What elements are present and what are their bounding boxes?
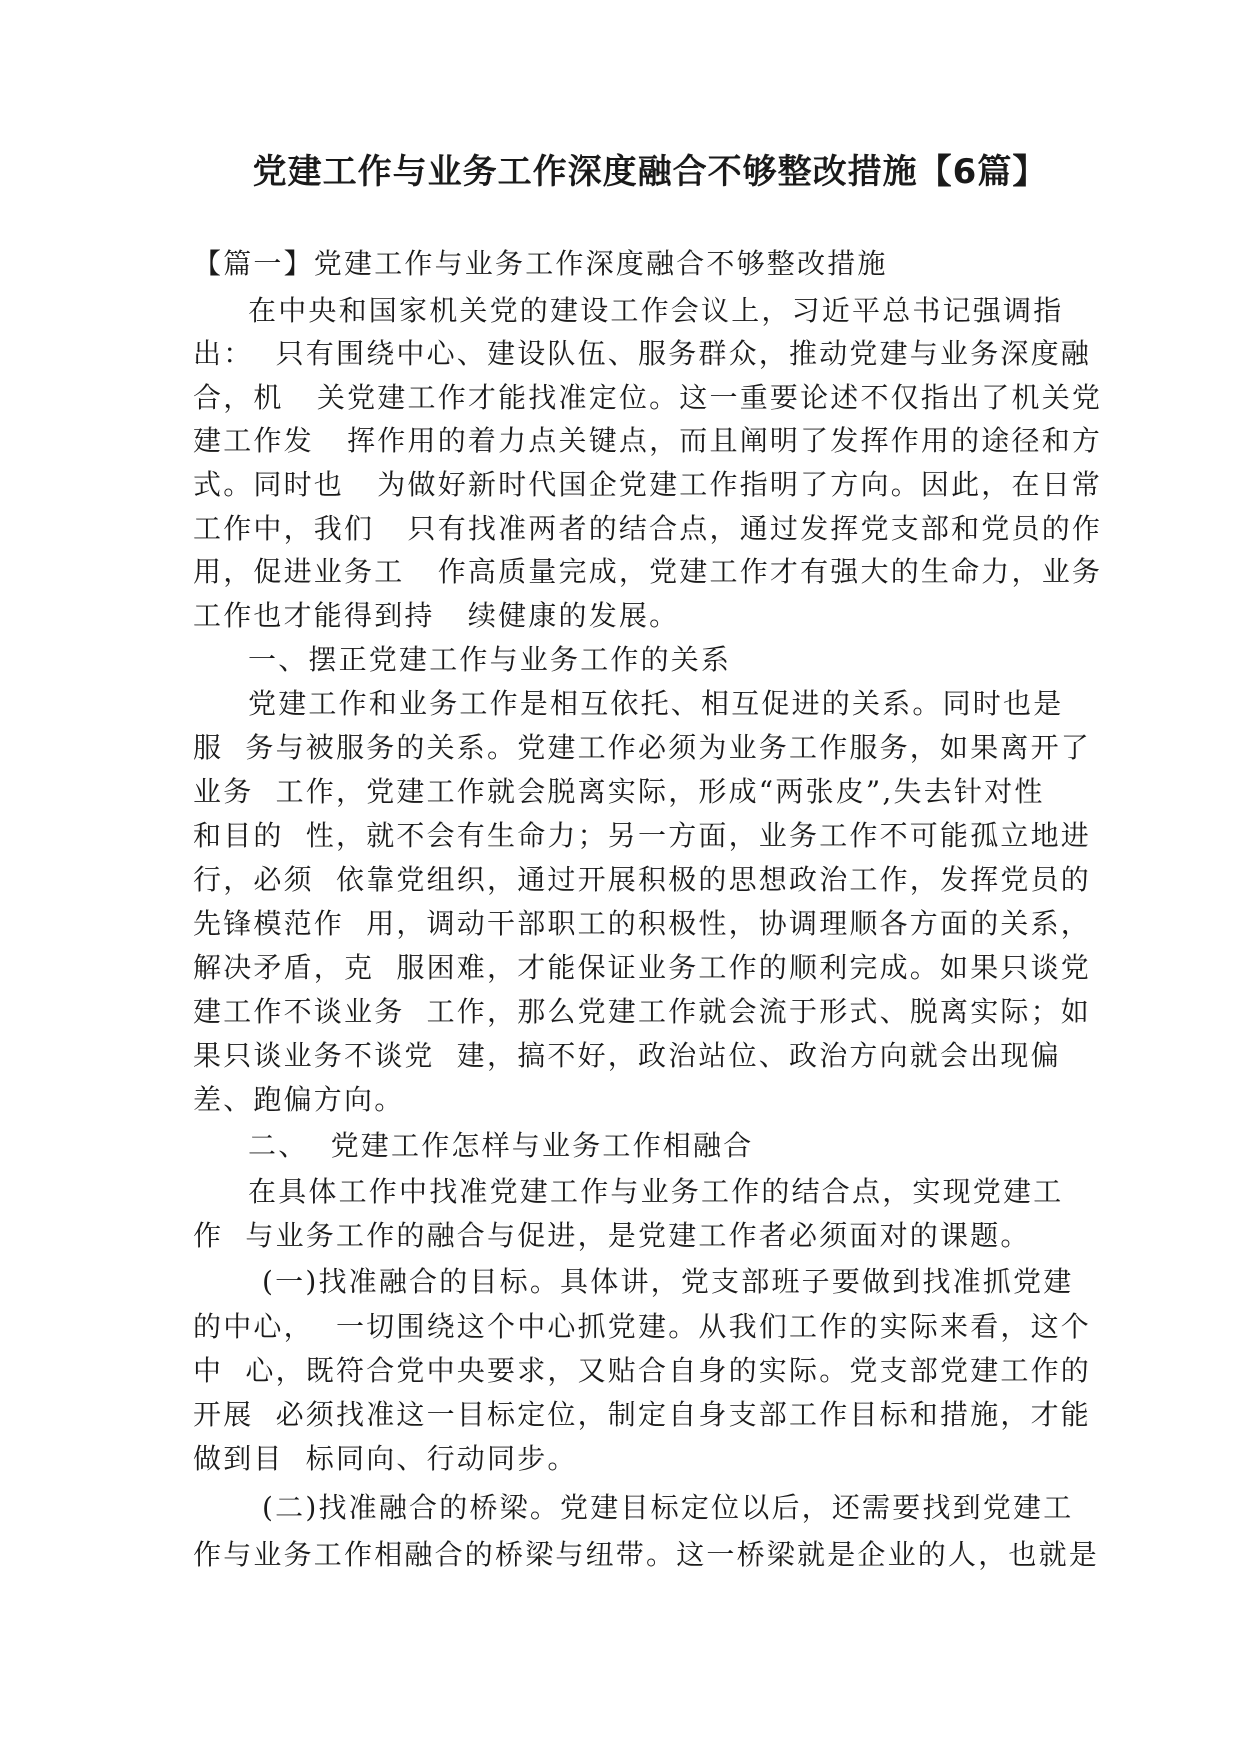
paragraph-line: 党建工作和业务工作是相互依托、相互促进的关系。同时也是	[248, 687, 1064, 720]
paragraph-line: 先锋模范作 用，调动干部职工的积极性，协调理顺各方面的关系，	[193, 907, 1092, 940]
paragraph-line: 解决矛盾，克 服困难，才能保证业务工作的顺利完成。如果只谈党	[193, 951, 1092, 984]
document-title: 党建工作与业务工作深度融合不够整改措施【6篇】	[252, 152, 1048, 192]
paragraph-line: 工作也才能得到持 续健康的发展。	[193, 599, 680, 632]
paragraph-line: 出： 只有围绕中心、建设队伍、服务群众，推动党建与业务深度融	[193, 337, 1092, 370]
paragraph-line: 行，必须 依靠党组织，通过开展积极的思想政治工作，发挥党员的	[193, 863, 1092, 896]
paragraph-line: 在中央和国家机关党的建设工作会议上，习近平总书记强调指	[248, 294, 1064, 327]
paragraph-line: 业务 工作，党建工作就会脱离实际，形成“两张皮”,失去针对性	[193, 775, 1045, 808]
paragraph-line: 果只谈业务不谈党 建，搞不好，政治站位、政治方向就会出现偏	[193, 1039, 1061, 1072]
paragraph-line: 建工作不谈业务 工作，那么党建工作就会流于形式、脱离实际；如	[193, 995, 1092, 1028]
paragraph-line: 做到目 标同向、行动同步。	[193, 1442, 578, 1475]
paragraph-line: (一)找准融合的目标。具体讲，党支部班子要做到找准抓党建	[262, 1265, 1074, 1298]
paragraph-line: 差、跑偏方向。	[193, 1083, 405, 1116]
paragraph-line: 用，促进业务工 作高质量完成，党建工作才有强大的生命力，业务	[193, 555, 1103, 588]
paragraph-line: 作 与业务工作的融合与促进，是党建工作者必须面对的课题。	[193, 1219, 1031, 1252]
subsection-heading: 一、摆正党建工作与业务工作的关系	[248, 643, 732, 676]
paragraph-line: 和目的 性，就不会有生命力；另一方面，业务工作不可能孤立地进	[193, 819, 1092, 852]
paragraph-line: 工作中，我们 只有找准两者的结合点，通过发挥党支部和党员的作	[193, 512, 1103, 545]
paragraph-line: 合，机 关党建工作才能找准定位。这一重要论述不仅指出了机关党	[193, 381, 1103, 414]
section-heading: 【篇一】党建工作与业务工作深度融合不够整改措施	[193, 247, 888, 280]
paragraph-line: 开展 必须找准这一目标定位，制定自身支部工作目标和措施，才能	[193, 1398, 1092, 1431]
subsection-heading: 二、 党建工作怎样与业务工作相融合	[248, 1129, 754, 1162]
paragraph-line: 服 务与被服务的关系。党建工作必须为业务工作服务，如果离开了	[193, 731, 1092, 764]
paragraph-line: 的中心， 一切围绕这个中心抓党建。从我们工作的实际来看，这个	[193, 1310, 1092, 1343]
paragraph-line: (二)找准融合的桥梁。党建目标定位以后，还需要找到党建工	[262, 1491, 1074, 1524]
paragraph-line: 建工作发 挥作用的着力点关键点，而且阐明了发挥作用的途径和方	[193, 424, 1103, 457]
paragraph-line: 式。同时也 为做好新时代国企党建工作指明了方向。因此，在日常	[193, 468, 1103, 501]
paragraph-line: 中 心，既符合党中央要求，又贴合自身的实际。党支部党建工作的	[193, 1354, 1092, 1387]
paragraph-line: 作与业务工作相融合的桥梁与纽带。这一桥梁就是企业的人，也就是	[193, 1538, 1100, 1571]
paragraph-line: 在具体工作中找准党建工作与业务工作的结合点，实现党建工	[248, 1175, 1064, 1208]
